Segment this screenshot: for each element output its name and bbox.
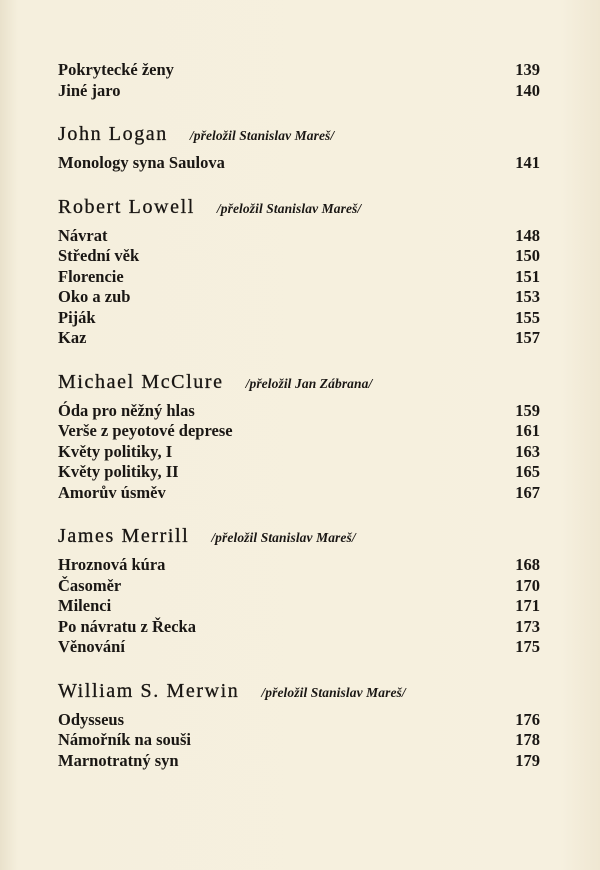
entry-page: 179 <box>515 750 540 770</box>
entry-page: 161 <box>515 421 540 440</box>
translator-note: /přeložil Stanislav Mareš/ <box>261 684 406 700</box>
entry-title: Amorův úsměv <box>58 482 166 502</box>
entry-title: Kaz <box>58 328 87 347</box>
entry-page: 139 <box>515 60 540 79</box>
toc-entry <box>58 267 540 288</box>
author-name: John Logan <box>58 123 168 145</box>
translator-note: /přeložil Stanislav Mareš/ <box>189 128 335 143</box>
entry-title: Milenci <box>58 596 112 615</box>
entry-title: Monology syna Saulova <box>58 153 225 172</box>
entry-title: Květy politiky, I <box>58 441 173 461</box>
entry-title: Óda pro něžný hlas <box>58 400 195 420</box>
entry-page: 165 <box>515 462 540 481</box>
toc-entry <box>58 226 540 247</box>
toc-entry <box>58 710 540 731</box>
translator-note: /přeložil Stanislav Mareš/ <box>216 200 362 216</box>
entry-page: 176 <box>515 709 540 729</box>
toc-entry <box>58 555 540 576</box>
toc-entry <box>58 401 540 422</box>
entry-page: 171 <box>515 596 540 615</box>
toc-entry <box>58 287 540 308</box>
entry-page: 168 <box>515 555 540 574</box>
entry-title: Oko a zub <box>58 287 131 306</box>
translator-note: /přeložil Stanislav Mareš/ <box>211 530 356 545</box>
entry-title: Časoměr <box>58 575 122 595</box>
entry-page: 140 <box>515 80 540 100</box>
entry-title: Květy politiky, II <box>58 462 179 481</box>
entry-page: 150 <box>515 246 540 265</box>
entry-title: Věnování <box>58 637 125 656</box>
toc-entry <box>58 246 540 267</box>
toc-entry <box>58 462 540 483</box>
entry-page: 153 <box>515 287 540 306</box>
entry-page: 155 <box>515 307 540 327</box>
toc-section <box>58 196 540 349</box>
entry-title: Návrat <box>58 225 108 245</box>
entry-page: 148 <box>515 225 540 245</box>
entry-title: Odysseus <box>58 709 125 729</box>
toc-entry <box>58 637 540 658</box>
toc-entry <box>58 60 540 81</box>
entry-page: 175 <box>515 637 540 656</box>
toc-entry <box>58 328 540 349</box>
toc-entry <box>58 596 540 617</box>
entry-title: Jiné jaro <box>58 80 121 100</box>
entry-title: Po návratu z Řecka <box>58 616 196 636</box>
entry-title: Námořník na souši <box>58 730 191 749</box>
author-heading <box>58 196 540 224</box>
toc-entry <box>58 576 540 597</box>
toc-section <box>58 371 540 504</box>
entry-title: Hroznová kúra <box>58 555 166 574</box>
toc-entry <box>58 308 540 329</box>
toc-entry <box>58 730 540 751</box>
entry-page: 167 <box>515 482 540 502</box>
toc-entry <box>58 421 540 442</box>
toc-entry <box>58 153 540 174</box>
author-name: William S. Merwin <box>58 679 240 702</box>
toc-section <box>58 680 540 772</box>
author-heading <box>58 680 540 708</box>
toc-section <box>58 60 540 101</box>
entry-page: 157 <box>515 328 540 347</box>
entry-page: 141 <box>515 153 540 172</box>
toc-entry <box>58 81 540 102</box>
entry-title: Verše z peyotové deprese <box>58 421 233 440</box>
translator-note: /přeložil Jan Zábrana/ <box>245 375 373 391</box>
entry-page: 163 <box>515 441 540 461</box>
entry-page: 170 <box>515 575 540 595</box>
author-name: James Merrill <box>58 525 190 547</box>
entry-page: 151 <box>515 266 540 286</box>
toc-entry <box>58 483 540 504</box>
author-heading <box>58 371 540 399</box>
author-heading <box>58 525 540 553</box>
toc-section <box>58 525 540 658</box>
entry-title: Piják <box>58 307 96 327</box>
toc-entry <box>58 442 540 463</box>
entry-page: 178 <box>515 730 540 749</box>
toc-entry <box>58 617 540 638</box>
entry-title: Florencie <box>58 266 124 286</box>
author-name: Michael McClure <box>58 370 224 393</box>
toc-entry <box>58 751 540 772</box>
entry-title: Pokrytecké ženy <box>58 60 174 79</box>
entry-title: Střední věk <box>58 246 140 265</box>
entry-title: Marnotratný syn <box>58 750 179 770</box>
entry-page: 173 <box>515 616 540 636</box>
author-heading <box>58 123 540 151</box>
entry-page: 159 <box>515 400 540 420</box>
table-of-contents <box>58 60 540 771</box>
toc-section <box>58 123 540 174</box>
author-name: Robert Lowell <box>58 195 195 218</box>
